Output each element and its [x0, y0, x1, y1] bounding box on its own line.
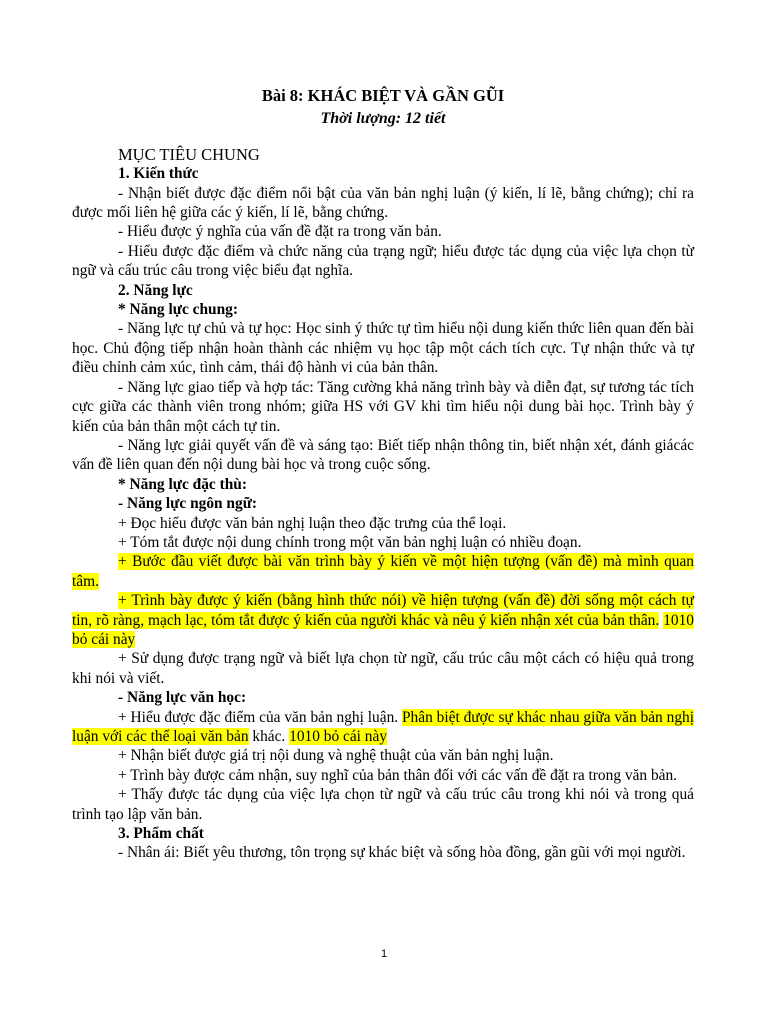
knowledge-item-1: - Nhận biết được đặc điểm nổi bật của văn bản nghị luận (ý kiến, lí lẽ, bằng chứng); chỉ ra được mối liên hệ giữa các ý kiến, lí lẽ, bằng chứng.	[72, 184, 694, 222]
literary-item-3: + Trình bày được cảm nhận, suy nghĩ của bản thân đối với các vấn đề đặt ra trong văn bản.	[118, 766, 678, 784]
language-item-3	[72, 552, 694, 591]
language-item-4	[72, 591, 694, 649]
heading-specific-competence: * Năng lực đặc thù:	[118, 475, 247, 493]
heading-competence: 2. Năng lực	[118, 281, 193, 299]
heading-general-competence: * Năng lực chung:	[118, 301, 238, 319]
highlighted-text: Phân biệt được sự khác nhau giữa văn bản nghị luận với các thể loại văn bản	[72, 708, 694, 745]
section-general-objectives: MỤC TIÊU CHUNG	[118, 144, 260, 164]
literary-item-1-text: + Hiểu được đặc điểm của văn bản nghị luận.	[118, 708, 399, 726]
knowledge-item-2: - Hiểu được ý nghĩa của vấn đề đặt ra trong văn bản.	[118, 223, 442, 241]
highlighted-note: 1010 bỏ cái này	[72, 611, 694, 648]
general-competence-2: - Năng lực giao tiếp và hợp tác: Tăng cường khả năng trình bày và diễn đạt, sự tương tác tích cực giữa các thành viên trong nhóm; giữa HS với GV khi tìm hiểu nội dung bài học. Trình bày ý kiến của bản thân một cách tự tin.	[72, 378, 694, 435]
language-item-2: + Tóm tắt được nội dung chính trong một văn bản nghị luận có nhiều đoạn.	[118, 533, 582, 551]
general-competence-1: - Năng lực tự chủ và tự học: Học sinh ý thức tự tìm hiểu nội dung kiến thức liên quan đến bài học. Chủ động tiếp nhận hoàn thành các nhiệm vụ học tập một cách tích cực. Tự nhận thức và tự điều chỉnh cảm xúc, tình cảm, thái độ hành vi của bản thân.	[72, 320, 694, 377]
general-competence-3: - Năng lực giải quyết vấn đề và sáng tạo: Biết tiếp nhận thông tin, biết nhận xét, đánh giácác vấn đề liên quan đến nội dung bài học và trong cuộc sống.	[72, 436, 694, 474]
knowledge-item-3: - Hiểu được đặc điểm và chức năng của trạng ngữ; hiểu được tác dụng của việc lựa chọn từ ngữ và cấu trúc câu trong việc biểu đạt nghĩa.	[72, 242, 694, 280]
lesson-title: Bài 8: KHÁC BIỆT VÀ GẦN GŨI	[261, 86, 505, 105]
highlighted-text: + Bước đầu viết được bài văn trình bày ý kiến về một hiện tượng (vấn đề) mà mình quan tâm.	[72, 553, 694, 590]
literary-item-1-tail: khác.	[252, 728, 286, 745]
heading-qualities: 3. Phẩm chất	[118, 825, 204, 843]
heading-language-competence: - Năng lực ngôn ngữ:	[118, 495, 258, 513]
document-body	[72, 86, 694, 863]
lesson-duration: Thời lượng: 12 tiết	[320, 110, 446, 128]
highlighted-text: + Trình bày được ý kiến (bằng hình thức nói) về hiện tượng (vấn đề) đời sống một cách tự tin, rõ ràng, mạch lạc, tóm tắt được ý kiến của người khác và nêu ý kiến nhận xét của bản thân.	[72, 592, 694, 629]
language-item-5: + Sử dụng được trạng ngữ và biết lựa chọn từ ngữ, cấu trúc câu một cách có hiệu quả trong khi nói và viết.	[72, 650, 694, 687]
literary-item-4: + Thấy được tác dụng của việc lựa chọn từ ngữ và cấu trúc câu trong khi nói và trong quá trình tạo lập văn bản.	[72, 786, 694, 823]
literary-item-1	[72, 708, 694, 747]
highlighted-note: 1010 bỏ cái này	[289, 728, 388, 745]
heading-knowledge: 1. Kiến thức	[118, 165, 199, 183]
quality-item-1: - Nhân ái: Biết yêu thương, tôn trọng sự khác biệt và sống hòa đồng, gần gũi với mọi người.	[118, 844, 686, 862]
page-number: 1	[380, 948, 388, 960]
language-item-1: + Đọc hiểu được văn bản nghị luận theo đặc trưng của thể loại.	[118, 514, 507, 532]
literary-item-2: + Nhận biết được giá trị nội dung và nghệ thuật của văn bản nghị luận.	[118, 747, 554, 765]
heading-literary-competence: - Năng lực văn học:	[118, 689, 247, 707]
